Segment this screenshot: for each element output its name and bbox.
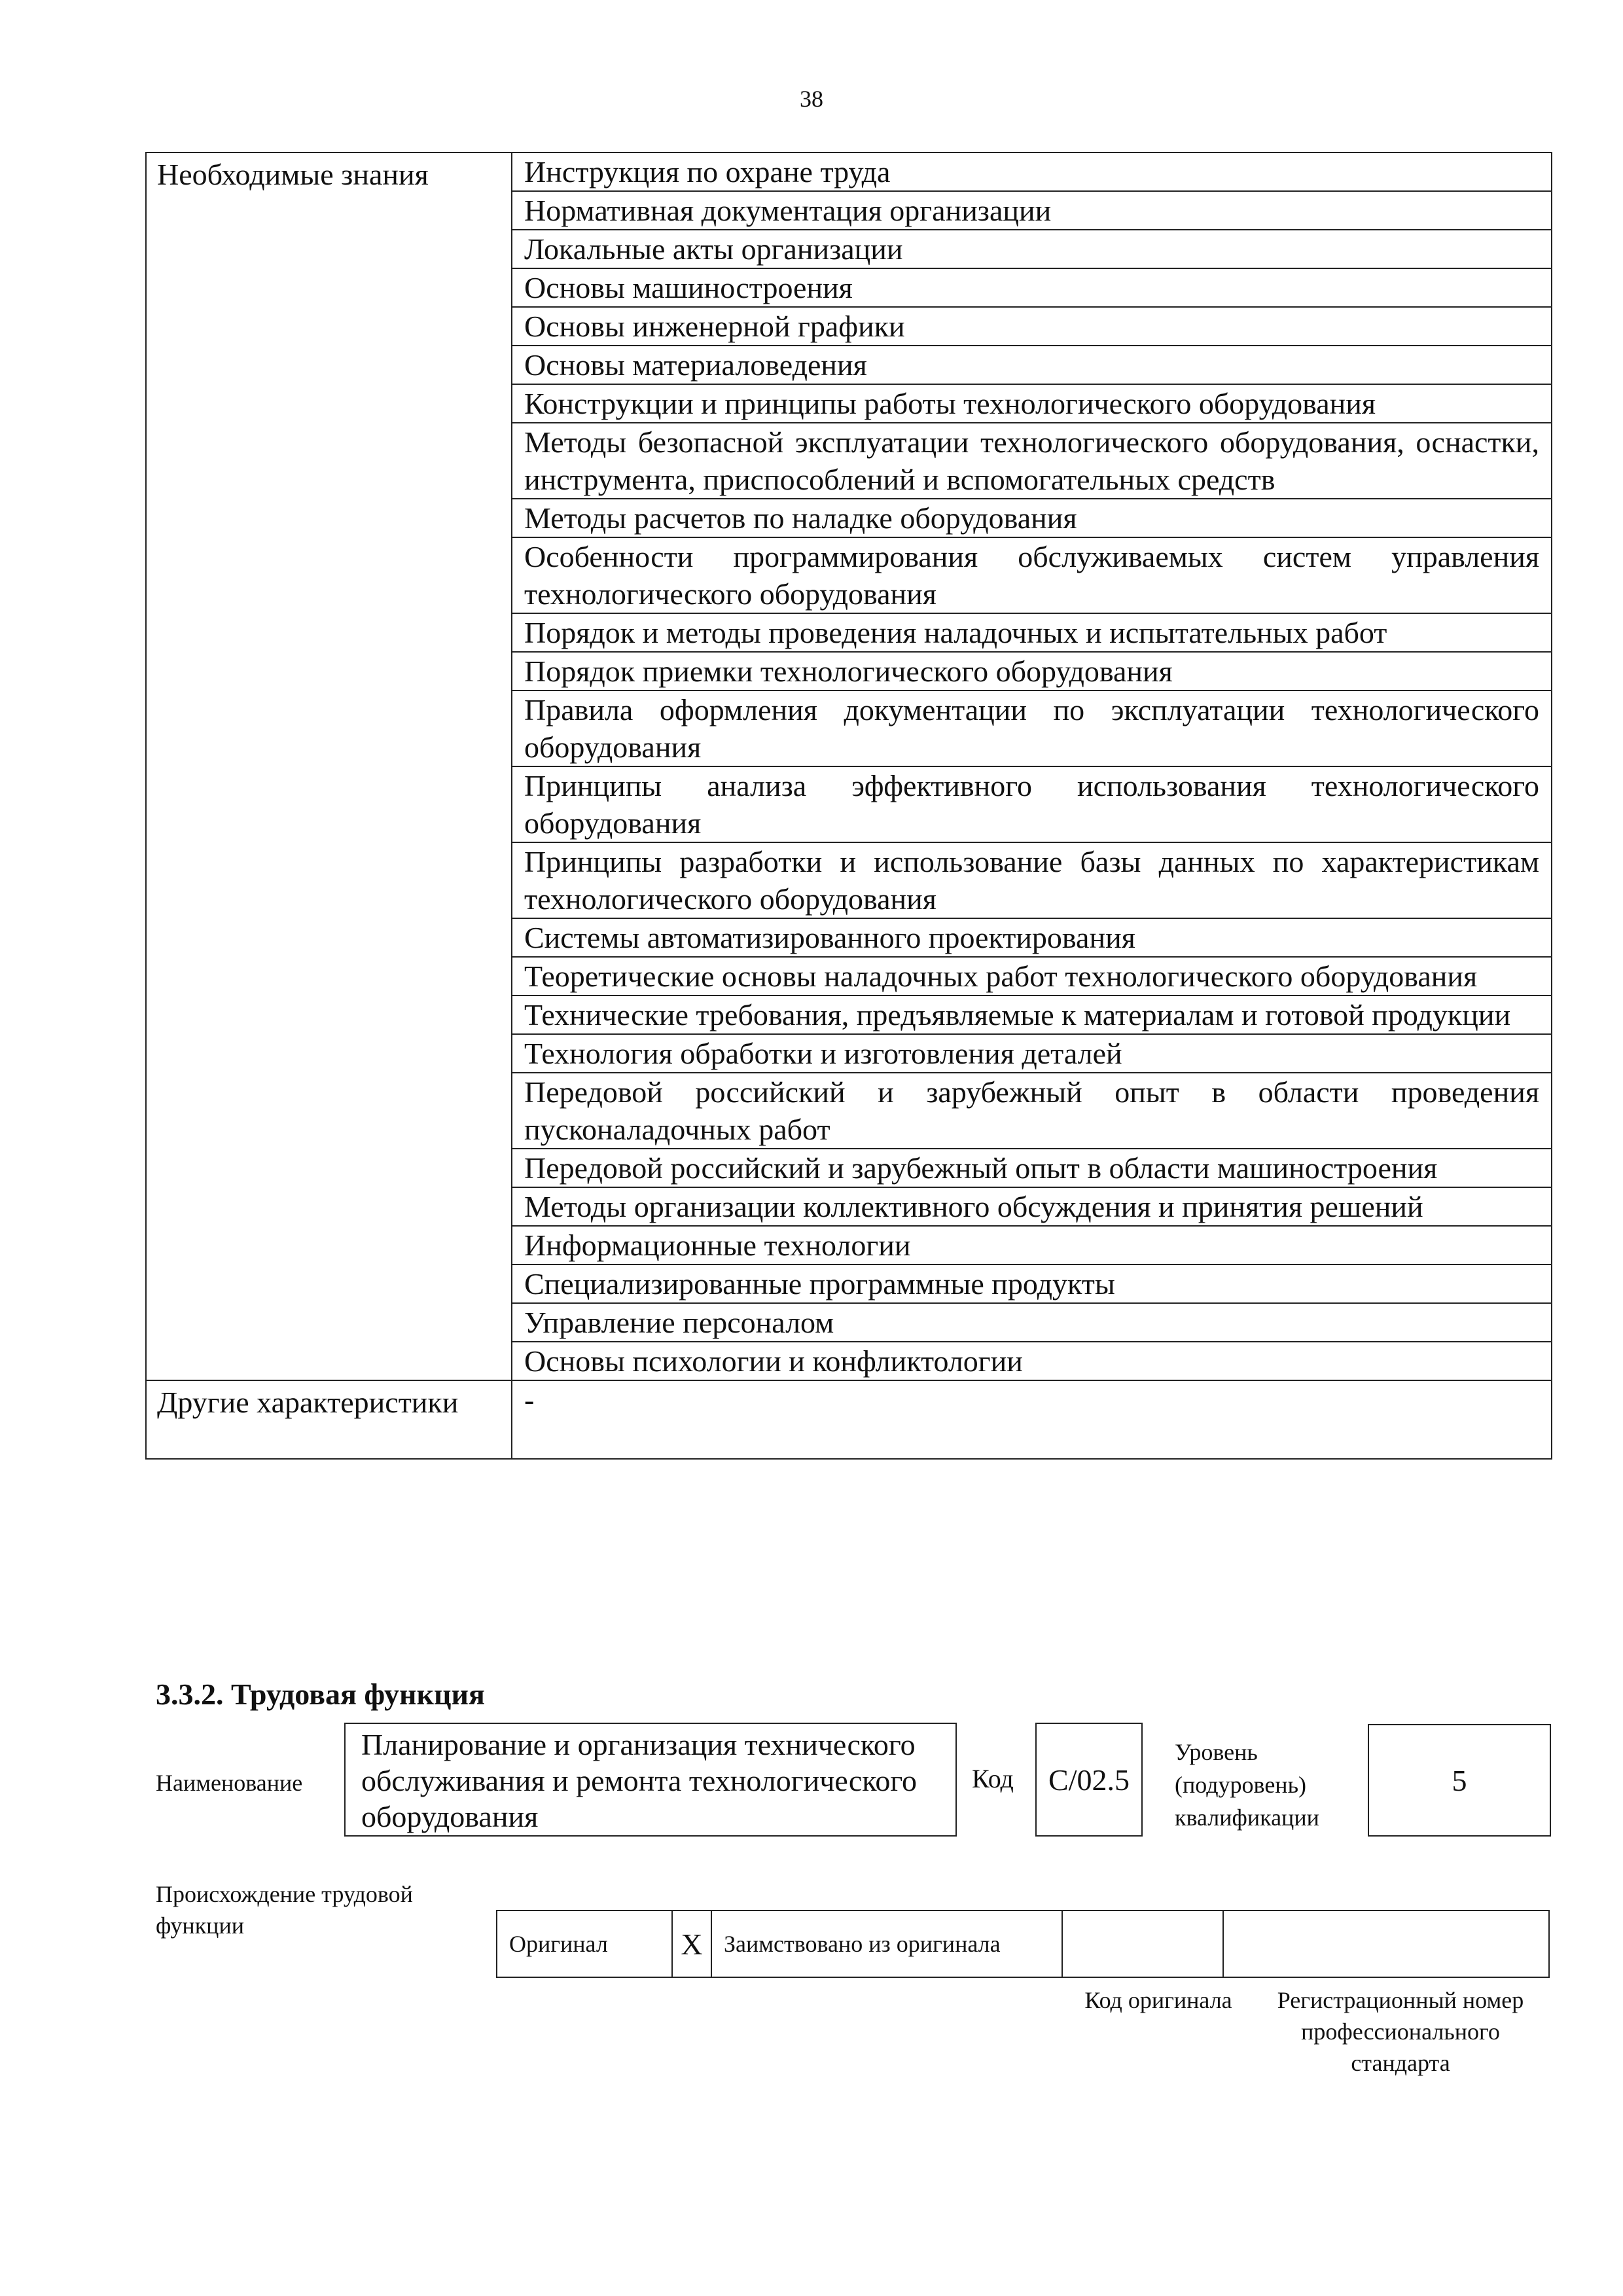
knowledge-row <box>146 152 1552 191</box>
code-label: Код <box>972 1764 1014 1793</box>
original-mark: Х <box>672 1910 711 1977</box>
name-box <box>344 1723 957 1837</box>
knowledge-item: Инструкция по охране труда <box>512 152 1552 191</box>
other-value: - <box>512 1380 1552 1459</box>
knowledge-item: Специализированные программные продукты <box>512 1265 1552 1303</box>
knowledge-item: Информационные технологии <box>512 1226 1552 1265</box>
knowledge-item: Передовой российский и зарубежный опыт в области машиностроения <box>512 1149 1552 1187</box>
origin-reg-cell <box>1223 1910 1549 1977</box>
level-label: Уровень (подуровень) квалификации <box>1175 1739 1319 1831</box>
knowledge-item: Системы автоматизированного проектирования <box>512 918 1552 957</box>
origin-table <box>496 1910 1550 1978</box>
original-label: Оригинал <box>497 1910 672 1977</box>
knowledge-table <box>145 152 1552 1460</box>
other-label: Другие характеристики <box>146 1380 512 1459</box>
knowledge-item: Методы безопасной эксплуатации технологического оборудования, оснастки, инструмента, приспособлений и вспомогательных средств <box>512 423 1552 499</box>
knowledge-item: Теоретические основы наладочных работ технологического оборудования <box>512 957 1552 996</box>
knowledge-item: Основы психологии и конфликтологии <box>512 1342 1552 1380</box>
knowledge-item: Управление персоналом <box>512 1303 1552 1342</box>
knowledge-item: Конструкции и принципы работы технологического оборудования <box>512 384 1552 423</box>
knowledge-item: Технические требования, предъявляемые к материалам и готовой продукции <box>512 996 1552 1034</box>
name-value: Планирование и организация технического обслуживания и ремонта технологического оборудования <box>361 1728 918 1833</box>
knowledge-item: Основы материаловедения <box>512 346 1552 384</box>
knowledge-item: Основы инженерной графики <box>512 307 1552 346</box>
knowledge-item: Основы машиностроения <box>512 268 1552 307</box>
knowledge-item: Технология обработки и изготовления деталей <box>512 1034 1552 1073</box>
code-caption: Код оригинала <box>1084 1987 1232 2013</box>
knowledge-item: Принципы анализа эффективного использования технологического оборудования <box>512 766 1552 842</box>
knowledge-item: Локальные акты организации <box>512 230 1552 268</box>
borrowed-label: Заимствовано из оригинала <box>711 1910 1062 1977</box>
knowledge-item: Методы расчетов по наладке оборудования <box>512 499 1552 537</box>
knowledge-item: Методы организации коллективного обсуждения и принятия решений <box>512 1187 1552 1226</box>
knowledge-item: Передовой российский и зарубежный опыт в области проведения пусконаладочных работ <box>512 1073 1552 1149</box>
name-label: Наименование <box>156 1770 303 1796</box>
knowledge-item: Правила оформления документации по эксплуатации технологического оборудования <box>512 691 1552 766</box>
knowledge-item: Принципы разработки и использование базы данных по характеристикам технологического оборудования <box>512 842 1552 918</box>
origin-code-cell <box>1062 1910 1223 1977</box>
page-number: 38 <box>800 86 823 112</box>
knowledge-item: Порядок приемки технологического оборудования <box>512 652 1552 691</box>
knowledge-label: Необходимые знания <box>146 152 512 1380</box>
other-row <box>146 1380 1552 1459</box>
reg-caption: Регистрационный номер профессионального стандарта <box>1277 1987 1524 2076</box>
knowledge-item: Порядок и методы проведения наладочных и испытательных работ <box>512 613 1552 652</box>
level-value: 5 <box>1368 1724 1551 1837</box>
code-value: С/02.5 <box>1035 1723 1143 1837</box>
knowledge-item: Нормативная документация организации <box>512 191 1552 230</box>
section-heading: 3.3.2. Трудовая функция <box>156 1677 485 1711</box>
origin-label: Происхождение трудовой функции <box>156 1881 413 1939</box>
knowledge-item: Особенности программирования обслуживаемых систем управления технологического оборудования <box>512 537 1552 613</box>
